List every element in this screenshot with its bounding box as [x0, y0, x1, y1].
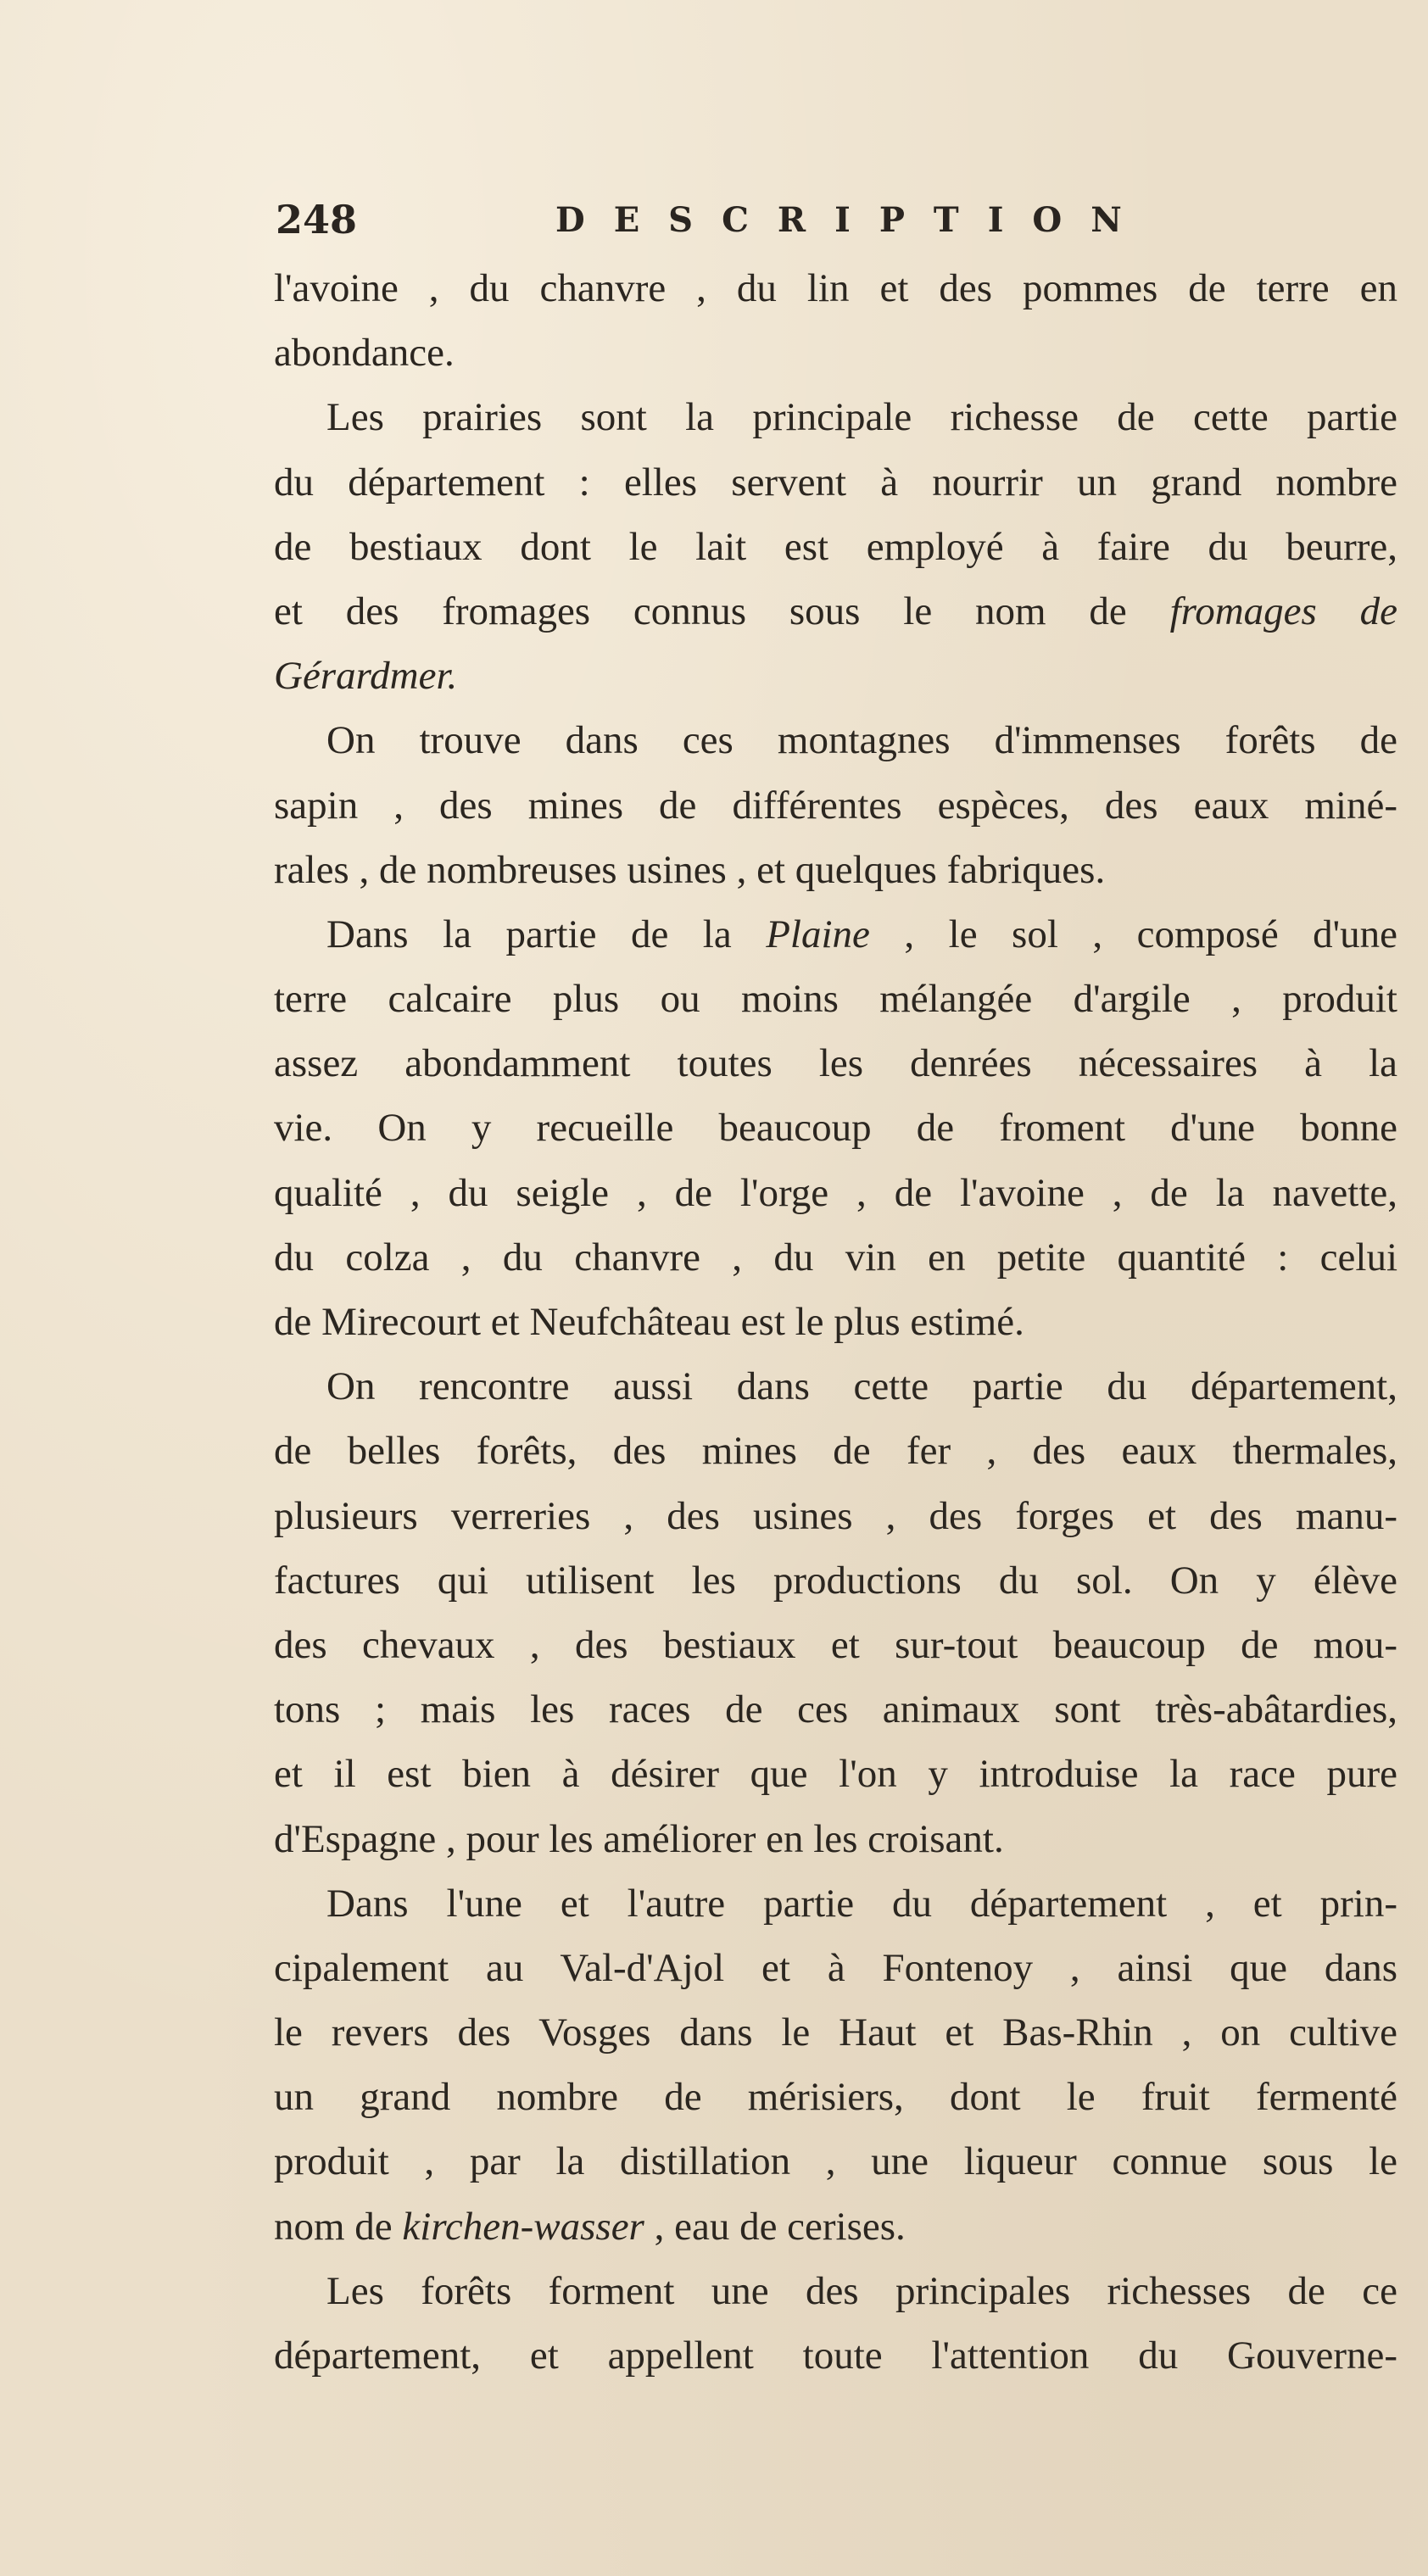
text-line: On rencontre aussi dans cette partie du département,: [326, 1364, 1397, 1409]
text-line: terre calcaire plus ou moins mélangée d'argile , produit: [274, 977, 1397, 1022]
text-line: assez abondamment toutes les denrées nécessaires à la: [274, 1041, 1397, 1086]
text-line: vie. On y recueille beaucoup de froment d'une bonne: [274, 1106, 1397, 1151]
text-line: et des fromages connus sous le nom de fromages de: [274, 588, 1398, 633]
text-line: un grand nombre de mérisiers, dont le fruit fermenté: [274, 2075, 1397, 2120]
text-line: Les prairies sont la principale richesse de cette partie: [326, 395, 1397, 440]
text-line: plusieurs verreries , des usines , des forges et des manu-: [274, 1493, 1397, 1538]
text-line: tons ; mais les races de ces animaux sont très-abâtardies,: [274, 1687, 1397, 1732]
text-line: du colza , du chanvre , du vin en petite quantité : celui: [274, 1235, 1397, 1280]
text-line: et il est bien à désirer que l'on y introduise la race pure: [274, 1752, 1397, 1797]
text-line: le revers des Vosges dans le Haut et Bas-Rhin , on cultive: [274, 2010, 1397, 2055]
text-line: l'avoine , du chanvre , du lin et des pommes de terre en: [274, 266, 1397, 310]
text-line: factures qui utilisent les productions du sol. On y élève: [274, 1558, 1397, 1603]
text-line: Gérardmer.: [274, 654, 458, 699]
text-line: de belles forêts, des mines de fer , des eaux thermales,: [274, 1429, 1397, 1474]
text-line: de bestiaux dont le lait est employé à faire du beurre,: [274, 524, 1397, 569]
text-line: des chevaux , des bestiaux et sur-tout beaucoup de mou-: [274, 1622, 1397, 1667]
text-line: Dans l'une et l'autre partie du département , et prin-: [326, 1881, 1397, 1926]
page-number: 248: [276, 197, 358, 243]
text-line: nom de kirchen-wasser , eau de cerises.: [274, 2204, 906, 2249]
text-line: Les forêts forment une des principales richesses de ce: [326, 2268, 1397, 2313]
text-line: département, et appellent toute l'attention du Gouverne-: [274, 2333, 1397, 2378]
text-line: abondance.: [274, 331, 455, 376]
page-header: [276, 197, 1166, 256]
text-line: de Mirecourt et Neufchâteau est le plus estimé.: [274, 1300, 1024, 1344]
text-line: produit , par la distillation , une liqueur connue sous le: [274, 2139, 1397, 2184]
text-line: cipalement au Val-d'Ajol et à Fontenoy , ainsi que dans: [274, 1945, 1397, 1990]
text-line: qualité , du seigle , de l'orge , de l'avoine , de la navette,: [274, 1170, 1397, 1215]
text-line: du département : elles servent à nourrir un grand nombre: [274, 460, 1397, 505]
text-line: sapin , des mines de différentes espèces, des eaux miné-: [274, 783, 1397, 828]
text-line: Dans la partie de la Plaine , le sol , composé d'une: [326, 912, 1397, 956]
text-line: On trouve dans ces montagnes d'immenses forêts de: [326, 718, 1397, 763]
body-text: [274, 256, 1397, 2388]
text-line: d'Espagne , pour les améliorer en les croisant.: [274, 1816, 1004, 1861]
text-line: rales , de nombreuses usines , et quelques fabriques.: [274, 847, 1106, 892]
running-title: DESCRIPTION: [555, 200, 1151, 240]
